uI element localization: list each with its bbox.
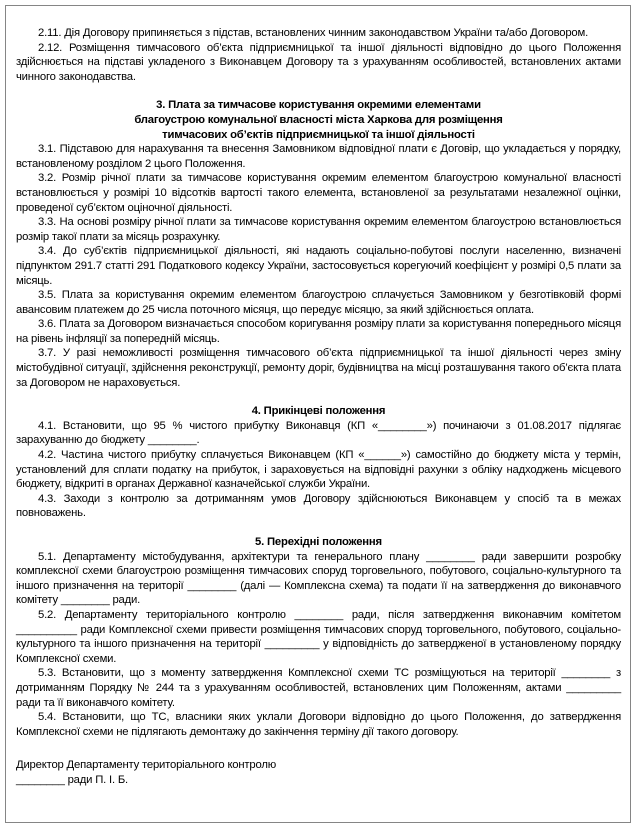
paragraph-3-1: 3.1. Підставою для нарахування та внесення Замовником відповідної плати є Договір, що укладається у порядку, встановленому розділом 2 цього Положення.: [16, 143, 621, 170]
section-5-heading: [16, 535, 621, 550]
paragraph-4-3: 4.3. Заходи з контролю за дотриманням умов Договору здійснюються Виконавцем у спосіб та в межах повноважень.: [16, 492, 621, 520]
section-4-heading-line-1: 4. Прикінцеві положення: [251, 405, 386, 418]
paragraph-2-12: 2.12. Розміщення тимчасового об’єкта підприємницької та іншої діяльності відповідно до цього Положення здійснюється на підставі укладеного з Виконавцем Договору та з урахуванням особливостей, встановлених актами чинного законодавства.: [16, 41, 621, 83]
paragraph-5-1: 5.1. Департаменту містобудування, архітектури та генерального плану ________ ради завершити розробку комплексної схеми благоустрою розміщення тимчасових споруд торговельного, побутового, соціально-культурного та іншого призначення на території ________ (далі — Комплексна схема) та подати її на затвердження до виконавчого комітету ________ ради.: [16, 550, 621, 607]
document-page: [5, 5, 631, 823]
paragraph-5-2: 5.2. Департаменту територіального контролю ________ ради, після затвердження виконавчим комітетом __________ ради Комплексної схеми привести розміщення тимчасових споруд торговельного, побутового, соціально-культурного та іншого призначення на території _________ у відповідність до затвердженої в установленому порядку Комплексної схеми.: [16, 608, 621, 665]
section-3-heading: [16, 98, 621, 142]
paragraph-4-1: 4.1. Встановити, що 95 % чистого прибутку Виконавця (КП «________») починаючи з 01.08.2017 підлягає зарахуванню до бюджету ________.: [16, 419, 621, 447]
document-content: [6, 6, 630, 788]
paragraph-3-4: 3.4. До суб’єктів підприємницької діяльності, які надають соціально-побутові послуги населенню, визначені підпунктом 291.7 статті 291 Податкового кодексу України, застосовується корегуючий коефіцієнт у розмірі 0,5 плати за місяць.: [16, 245, 621, 287]
section-3-heading-line-3: тимчасових об’єктів підприємницької та іншої діяльності: [162, 128, 475, 141]
section-4-heading: [16, 404, 621, 419]
paragraph-5-3: 5.3. Встановити, що з моменту затвердження Комплексної схеми ТС розміщуються на території ________ з дотриманням Порядку № 244 та з урахуванням особливостей, встановлених цим Положенням, актами _________ ради та її виконавчого комітету.: [16, 667, 621, 709]
paragraph-3-5: 3.5. Плата за користування окремим елементом благоустрою сплачується Замовником у безготівковій формі авансовим платежем до 25 числа поточного місяця, що передує місяцю, за який здійснюється оплата.: [16, 289, 621, 316]
paragraph-3-3: 3.3. На основі розміру річної плати за тимчасове користування окремим елементом благоустрою встановлюється розмір такої плати за місяць розрахунку.: [16, 216, 621, 243]
paragraph-4-2: 4.2. Частина чистого прибутку сплачується Виконавцем (КП «______») самостійно до бюджету міста у термін, установлений для сплати податку на прибуток, і зараховується на відповідні рахунки з обліку надходжень місцевого бюджету, відкриті в органах Державної казначейської служби України.: [16, 449, 621, 491]
signature-block: [16, 758, 621, 787]
section-5-heading-line-1: 5. Перехідні положення: [255, 536, 382, 548]
signature-name-line: ________ ради П. І. Б.: [16, 773, 128, 786]
paragraph-3-2: 3.2. Розмір річної плати за тимчасове користування окремим елементом благоустрою комунальної власності встановлюється у розмірі 10 відсотків вартості такого елемента, встановленої за результатами незалежної оцінки, проведеної суб’єктом оціночної діяльності.: [16, 172, 621, 214]
signature-title-line: Директор Департаменту територіального контролю: [16, 759, 276, 772]
paragraph-3-7: 3.7. У разі неможливості розміщення тимчасового об’єкта підприємницької та іншої діяльності через зміну містобудівної ситуації, здійснення реконструкції, ремонту доріг, будівництва на місці розташування такого об’єкта плата за Договором не нараховується.: [16, 347, 621, 389]
paragraph-5-4: 5.4. Встановити, що ТС, власники яких уклали Договори відповідно до цього Положення, до затвердження Комплексної схеми не підлягають демонтажу до закінчення терміну дії такого договору.: [16, 711, 621, 738]
section-3-heading-line-1: 3. Плата за тимчасове користування окремими елементами: [156, 99, 481, 112]
paragraph-3-6: 3.6. Плата за Договором визначається способом коригування розміру плати за користування попереднього місяця на рівень інфляції за попередній місяць.: [16, 318, 621, 345]
paragraph-2-11: 2.11. Дія Договору припиняється з підстав, встановлених чинним законодавством України та/або Договором.: [38, 27, 589, 39]
section-3-heading-line-2: благоустрою комунальної власності міста Харкова для розміщення: [134, 113, 503, 126]
